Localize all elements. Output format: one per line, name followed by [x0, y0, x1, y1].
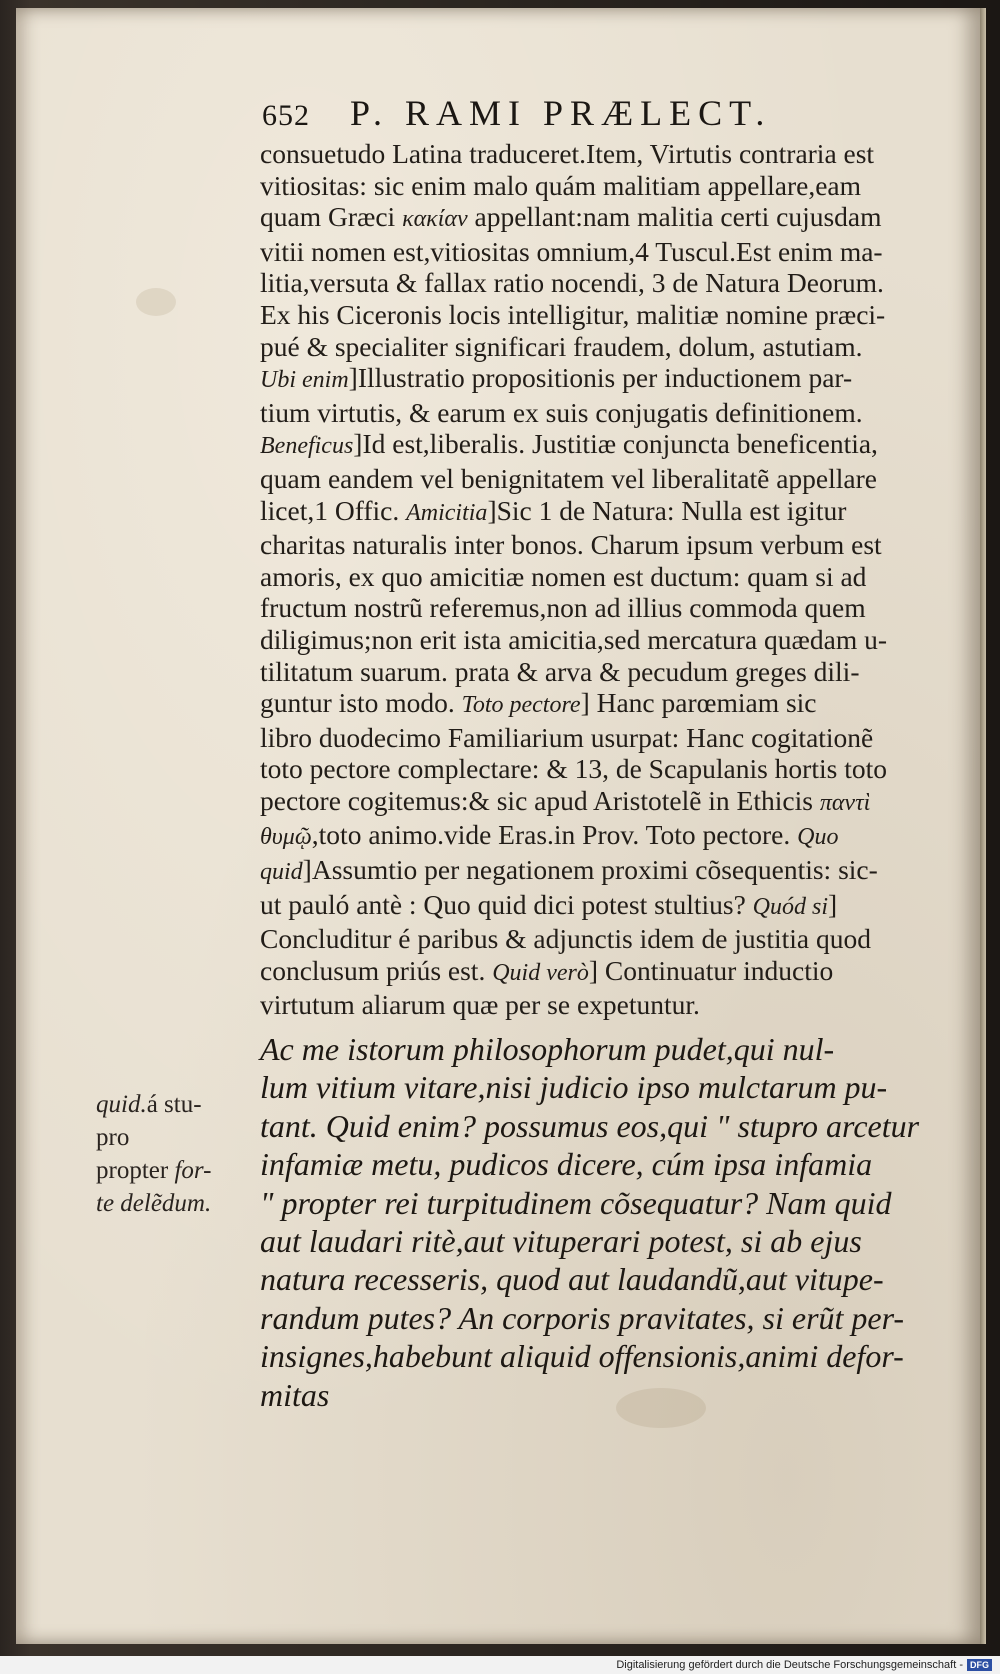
text-segment: ] Continuatur inductio: [588, 954, 834, 986]
commentary-line: [260, 495, 925, 530]
greek-text: κακίαν: [402, 206, 468, 233]
commentary-line: [260, 362, 925, 397]
commentary-line: [260, 923, 925, 955]
commentary-line: [260, 428, 925, 463]
text-segment: virtutum aliarum quæ per se expetuntur.: [260, 989, 700, 1021]
main-text-line: Ac me istorum philosophorum pudet,qui nul-: [260, 1031, 835, 1067]
margin-note: [96, 1088, 256, 1220]
commentary-line: [260, 854, 925, 889]
text-segment: conclusum priús est.: [260, 954, 493, 986]
commentary-line: [260, 722, 925, 754]
text-segment: vitiositas: sic enim malo quám malitiam appellare,eam: [260, 169, 862, 201]
text-segment: á stu-: [146, 1091, 202, 1118]
commentary-line: [260, 955, 925, 990]
text-segment: ]Sic 1 de Natura: Nulla est igitur: [487, 494, 847, 526]
text-segment: fructum nostrũ referemus,non ad illius commoda quem: [260, 592, 866, 624]
text-segment: tium virtutis, & earum ex suis conjugatis definitionem.: [260, 396, 863, 428]
commentary-line: [260, 170, 925, 202]
commentary-line: [260, 624, 925, 656]
lemma-text: Quód si: [752, 893, 828, 920]
text-segment: ]: [828, 888, 838, 920]
commentary-line: [260, 656, 925, 688]
text-segment: guntur isto modo.: [260, 687, 462, 719]
margin-note-line: [96, 1121, 256, 1154]
commentary-line: [260, 753, 925, 785]
text-segment: toto pectore complectare: & 13, de Scapulanis hortis toto: [260, 753, 887, 785]
text-segment: litia,versuta & fallax ratio nocendi, 3 de Natura Deorum.: [260, 267, 884, 299]
text-segment: te delẽdum.: [96, 1190, 212, 1217]
text-segment: tilitatum suarum. prata & arva & pecudum greges dili-: [260, 655, 860, 687]
text-segment: consuetudo Latina traduceret.Item, Virtutis contraria est: [260, 138, 875, 169]
commentary-line: [260, 687, 925, 722]
commentary-line: [260, 819, 925, 854]
lemma-text: Ubi enim: [260, 367, 349, 394]
text-segment: vitii nomen est,vitiositas omnium,4 Tuscul.Est enim ma-: [260, 235, 883, 267]
greek-text: παντὶ: [819, 789, 871, 816]
text-segment: Concluditur é paribus & adjunctis idem de justitia quod: [260, 923, 872, 955]
text-segment: pectore cogitemus:& sic apud Aristotelẽ in Ethicis: [260, 784, 820, 816]
commentary-line: [260, 561, 925, 593]
commentary-line: [260, 989, 925, 1021]
text-segment: amoris, ex quo amicitiæ nomen est ductum: quam si ad: [260, 560, 867, 592]
text-segment: ,toto animo.vide Eras.in Prov. Toto pectore.: [311, 819, 798, 851]
text-segment: quam eandem vel benignitatem vel liberalitatẽ appellare: [260, 462, 877, 494]
running-head: P. RAMI PRÆLECT.: [350, 93, 772, 133]
greek-text: θυμῷ: [260, 824, 312, 851]
main-text-line: insignes,habebunt aliquid offensionis,animi defor-: [260, 1338, 904, 1375]
commentary-line: [260, 201, 925, 236]
main-text-line: mitas: [260, 1376, 330, 1413]
commentary-line: [260, 331, 925, 363]
text-segment: licet,1 Offic.: [260, 494, 407, 526]
text-segment: quam Græci: [260, 201, 403, 233]
text-segment: propter: [96, 1157, 175, 1184]
main-text-line: lum vitium vitare,nisi judicio ipso mulctarum pu-: [260, 1069, 888, 1106]
lemma-text: Amicitia: [406, 499, 488, 526]
margin-note-line: [96, 1154, 256, 1187]
text-segment: Ex his Ciceronis locis intelligitur, malitiæ nomine præci-: [260, 298, 886, 330]
main-text-line: infamiæ metu, pudicos dicere, cúm ipsa infamia: [260, 1146, 873, 1183]
commentary-line: [260, 463, 925, 495]
commentary-text: [260, 138, 925, 1021]
commentary-line: [260, 138, 925, 170]
page-edge: [980, 8, 986, 1644]
text-segment: ]Assumtio per negationem proximi cõsequentis: sic-: [302, 854, 878, 886]
margin-note-line: [96, 1088, 256, 1121]
commentary-line: [260, 785, 925, 820]
text-segment: ]Illustratio propositionis per inductionem par-: [348, 362, 853, 394]
lemma-text: Quo: [797, 824, 839, 851]
commentary-line: [260, 236, 925, 268]
main-text-line: natura recesseris, quod aut laudandũ,aut vitupe-: [260, 1261, 884, 1298]
commentary-line: [260, 299, 925, 331]
lemma-text: Toto pectore: [461, 692, 581, 719]
text-segment: pro: [96, 1124, 130, 1151]
text-segment: diligimus;non erit ista amicitia,sed mercatura quædam u-: [260, 623, 887, 655]
text-segment: appellant:nam malitia certi cujusdam: [467, 201, 882, 233]
main-text-line: aut laudari ritè,aut vituperari potest, si ab ejus: [260, 1223, 862, 1260]
main-text: [260, 1030, 930, 1414]
text-segment: ] Hanc parœmiam sic: [580, 687, 817, 719]
text-segment: pué & specialiter significari fraudem, dolum, astutiam.: [260, 330, 863, 362]
digitization-credit: Digitalisierung gefördert durch die Deutsche Forschungsgemeinschaft -: [616, 1659, 963, 1671]
dfg-logo: DFG: [967, 1659, 992, 1671]
commentary-line: [260, 397, 925, 429]
main-text-line: " propter rei turpitudinem cõsequatur? Nam quid: [260, 1184, 892, 1221]
lemma-text: Beneficus: [260, 433, 354, 460]
margin-note-line: [96, 1187, 256, 1220]
page-header: [262, 92, 902, 134]
paper-stain: [136, 288, 176, 316]
lemma-text: quid: [260, 859, 303, 886]
page-number: 652: [262, 99, 310, 132]
digitization-credit-bar: [0, 1656, 1000, 1674]
commentary-line: [260, 889, 925, 924]
text-segment: ut pauló antè : Quo quid dici potest stultius?: [260, 888, 753, 920]
commentary-line: [260, 529, 925, 561]
text-segment: libro duodecimo Familiarium usurpat: Hanc cogitationẽ: [260, 721, 874, 753]
lemma-text: Quid verò: [492, 959, 589, 986]
text-segment: ]Id est,liberalis. Justitiæ conjuncta beneficentia,: [353, 428, 878, 460]
main-text-line: tant. Quid enim? possumus eos,qui " stupro arcetur: [260, 1107, 920, 1144]
main-text-line: randum putes? An corporis pravitates, si erũt per-: [260, 1299, 905, 1336]
text-segment: charitas naturalis inter bonos. Charum ipsum verbum est: [260, 529, 882, 561]
text-segment: quid.: [96, 1091, 147, 1118]
commentary-line: [260, 267, 925, 299]
text-segment: for-: [174, 1157, 212, 1184]
commentary-line: [260, 592, 925, 624]
